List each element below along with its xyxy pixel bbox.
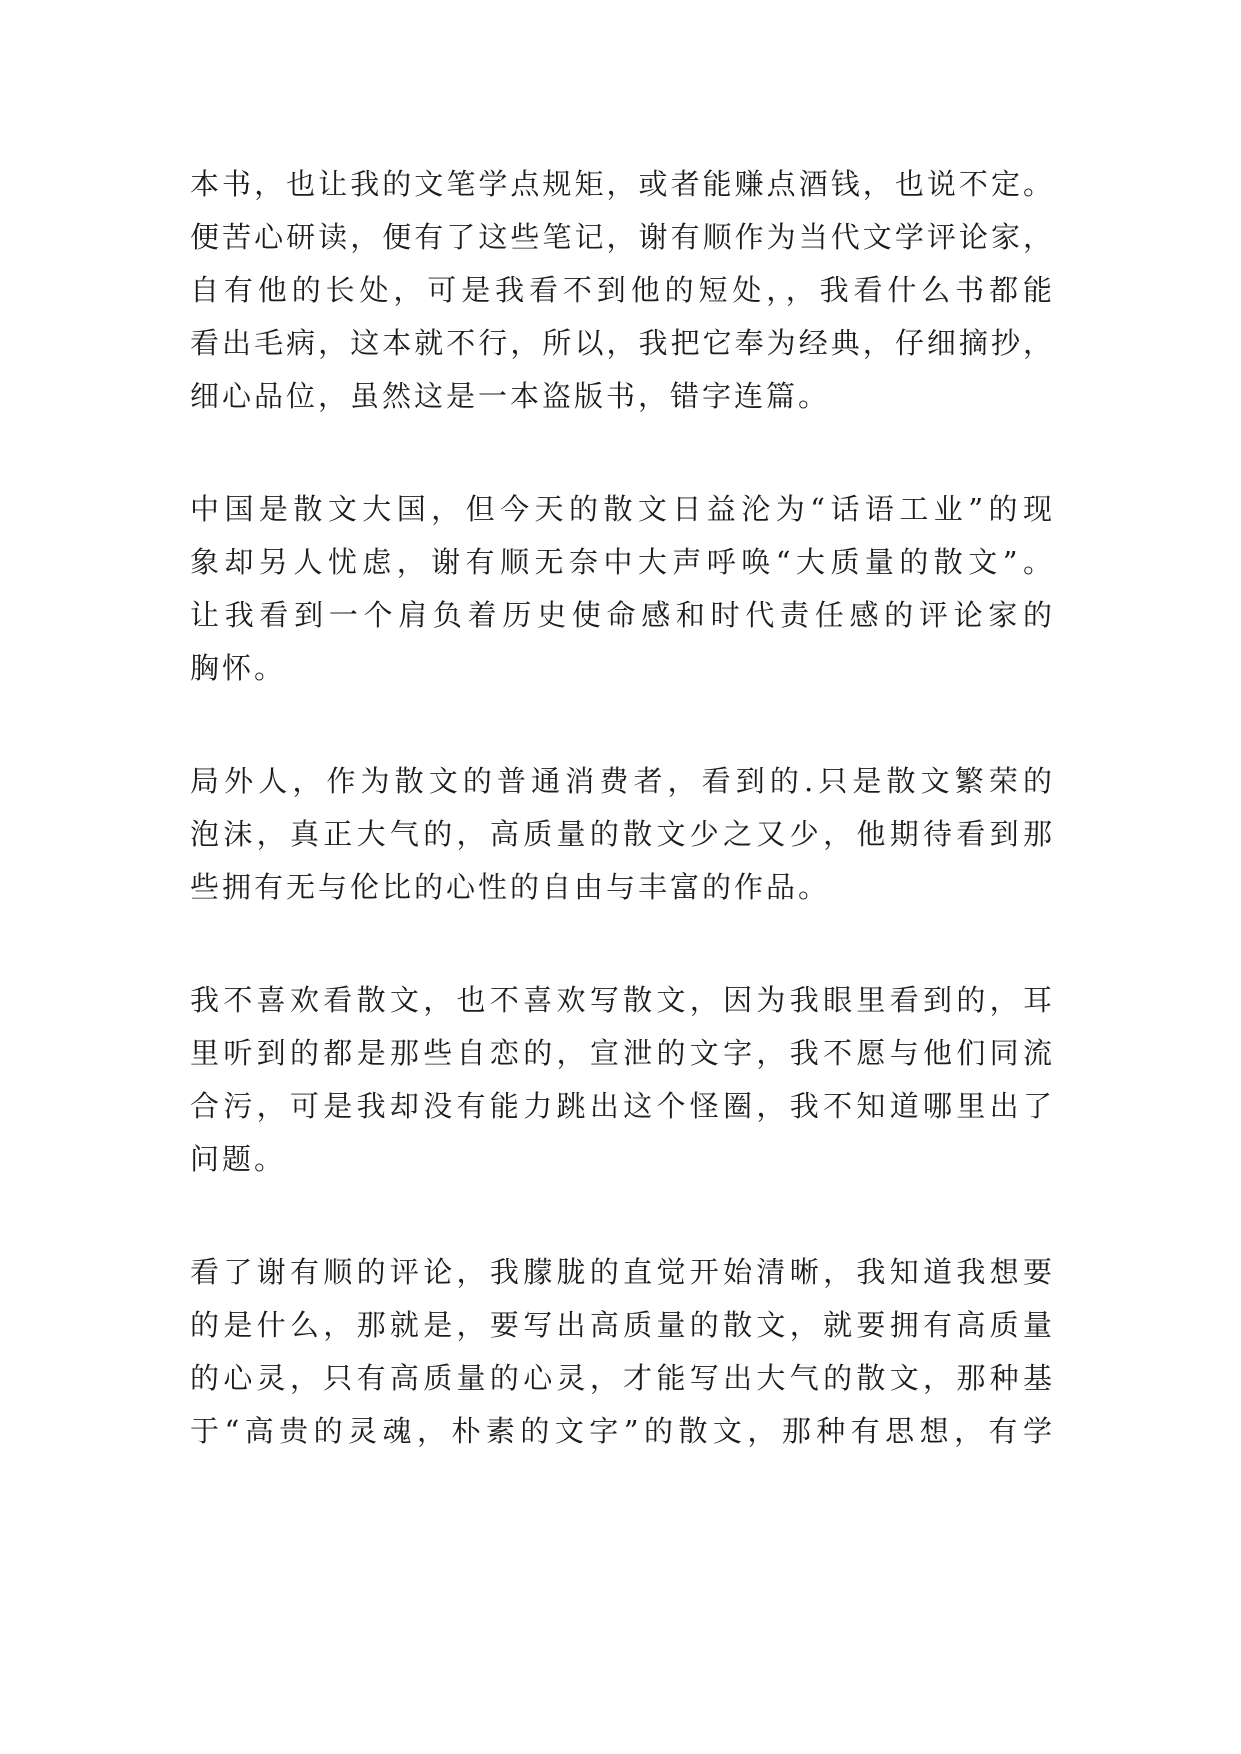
paragraph-4 [190,974,1055,1186]
text-line: 问题。 [190,1142,287,1176]
text-line: 于“高贵的灵魂，朴素的文字”的散文，那种有思想，有学 [190,1414,1055,1448]
text-line: 局外人，作为散文的普通消费者，看到的.只是散文繁荣的 [190,764,1055,798]
text-line: 便苦心研读，便有了这些笔记，谢有顺作为当代文学评论家， [190,220,1055,254]
text-line: 让我看到一个肩负着历史使命感和时代责任感的评论家的 [190,598,1055,632]
paragraph-2 [190,483,1055,695]
paragraph-5 [190,1246,1055,1458]
text-line: 合污，可是我却没有能力跳出这个怪圈，我不知道哪里出了 [190,1089,1055,1123]
paragraph-3 [190,755,1055,914]
text-line: 细心品位，虽然这是一本盗版书，错字连篇。 [190,379,831,413]
document-body [190,158,1055,1518]
text-line: 我不喜欢看散文，也不喜欢写散文，因为我眼里看到的，耳 [190,983,1055,1017]
text-line: 泡沫，真正大气的，高质量的散文少之又少，他期待看到那 [190,817,1055,851]
text-line: 里听到的都是那些自恋的，宣泄的文字，我不愿与他们同流 [190,1036,1055,1070]
text-line: 看了谢有顺的评论，我朦胧的直觉开始清晰，我知道我想要 [190,1255,1055,1289]
text-line: 的心灵，只有高质量的心灵，才能写出大气的散文，那种基 [190,1361,1055,1395]
text-line: 些拥有无与伦比的心性的自由与丰富的作品。 [190,870,831,904]
text-line: 中国是散文大国，但今天的散文日益沦为“话语工业”的现 [190,492,1055,526]
text-line: 的是什么，那就是，要写出高质量的散文，就要拥有高质量 [190,1308,1055,1342]
text-line: 自有他的长处，可是我看不到他的短处，，我看什么书都能 [190,273,1055,307]
text-line: 本书，也让我的文笔学点规矩，或者能赚点酒钱，也说不定。 [190,167,1055,201]
text-line: 胸怀。 [190,651,287,685]
paragraph-1 [190,158,1055,423]
text-line: 象却另人忧虑，谢有顺无奈中大声呼唤“大质量的散文”。 [190,545,1055,579]
text-line: 看出毛病，这本就不行，所以，我把它奉为经典，仔细摘抄， [190,326,1055,360]
